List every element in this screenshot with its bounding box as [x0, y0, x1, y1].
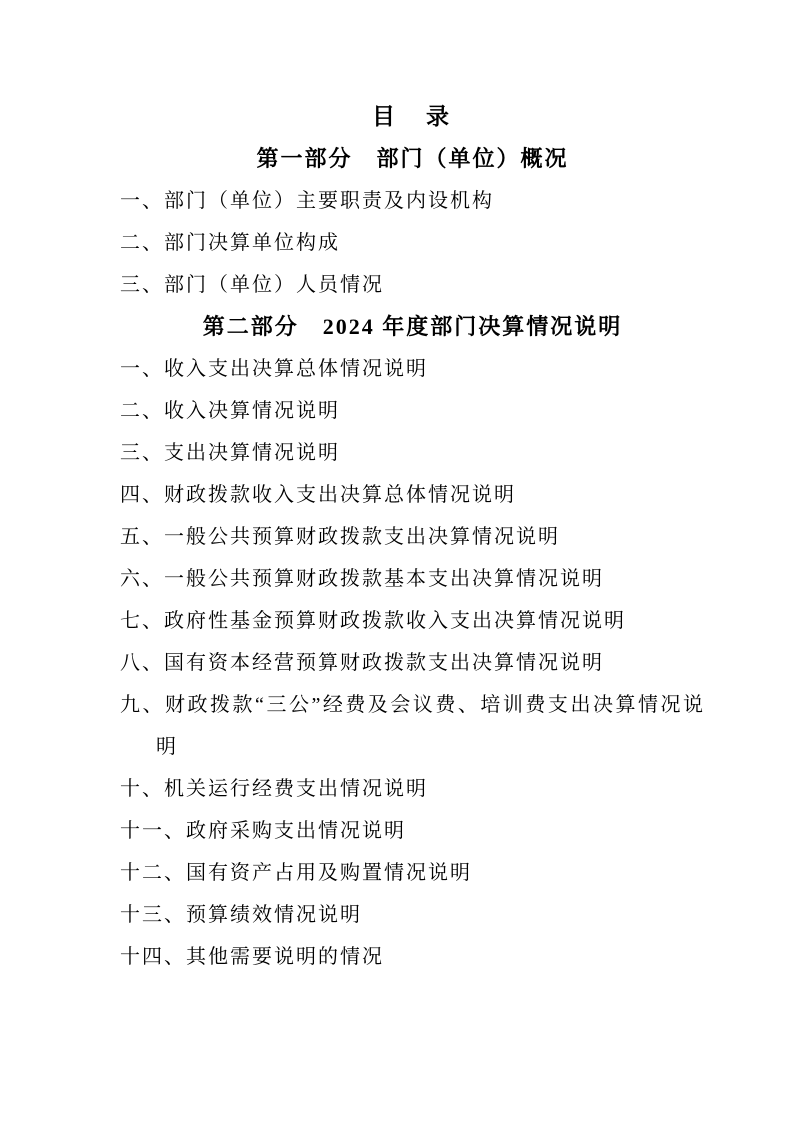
section-part1 [120, 138, 705, 306]
toc-item: 八、国有资本经营预算财政拨款支出决算情况说明 [120, 652, 604, 674]
toc-item: 二、部门决算单位构成 [120, 232, 340, 254]
page-title: 目 录 [372, 104, 453, 129]
toc-item: 十三、预算绩效情况说明 [120, 904, 362, 926]
toc-item: 四、财政拨款收入支出决算总体情况说明 [120, 484, 516, 506]
toc-item: 二、收入决算情况说明 [120, 400, 340, 422]
toc-item: 七、政府性基金预算财政拨款收入支出决算情况说明 [120, 610, 626, 632]
toc-item: 三、部门（单位）人员情况 [120, 274, 384, 296]
toc-item: 十一、政府采购支出情况说明 [120, 820, 406, 842]
toc-item: 五、一般公共预算财政拨款支出决算情况说明 [120, 526, 560, 548]
toc-item: 十四、其他需要说明的情况 [120, 946, 384, 968]
toc-item: 三、支出决算情况说明 [120, 442, 340, 464]
section-part1-heading: 第一部分 部门（单位）概况 [256, 146, 569, 171]
section-part2-heading: 第二部分 2024 年度部门决算情况说明 [202, 314, 623, 339]
toc-item: 十、机关运行经费支出情况说明 [120, 778, 428, 800]
toc-item: 十二、国有资产占用及购置情况说明 [120, 862, 472, 884]
toc-item: 一、部门（单位）主要职责及内设机构 [120, 190, 494, 212]
section-part2-list [120, 348, 705, 978]
toc-item: 六、一般公共预算财政拨款基本支出决算情况说明 [120, 568, 604, 590]
toc-item: 九、财政拨款“三公”经费及会议费、培训费支出决算情况说明 [120, 694, 705, 758]
section-part2 [120, 306, 705, 978]
toc-item: 一、收入支出决算总体情况说明 [120, 358, 428, 380]
section-part1-list [120, 180, 705, 306]
